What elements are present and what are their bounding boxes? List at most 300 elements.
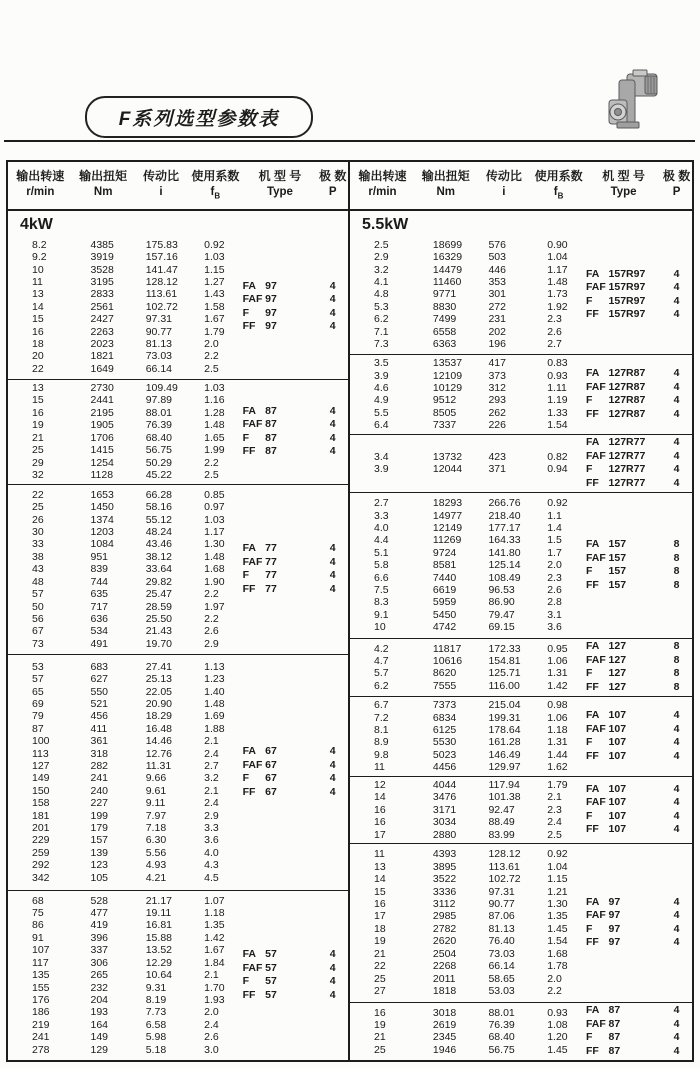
fb-cell: 1.78 — [547, 960, 568, 973]
torque-cell: 4044 — [432, 778, 457, 791]
torque-cell: 12109 — [432, 369, 463, 382]
pole-count: 8 — [673, 551, 680, 564]
type-size: 157R97 — [608, 308, 646, 321]
type-prefix: F — [585, 463, 593, 476]
speed-cell: 8.3 — [374, 596, 389, 609]
speed-cell: 4.8 — [374, 288, 389, 301]
table-row — [8, 748, 243, 760]
top-divider — [4, 140, 695, 142]
type-prefix: F — [585, 1031, 593, 1044]
fb-cell: 0.98 — [547, 699, 568, 712]
header-label-zh: 使用系数 — [191, 169, 240, 183]
header-label-en — [243, 184, 318, 200]
speed-cell: 113 — [32, 747, 49, 760]
ratio-cell: 108.49 — [488, 571, 521, 584]
torque-cell: 2345 — [432, 1031, 457, 1044]
table-row — [350, 251, 586, 263]
type-label — [586, 667, 661, 681]
type-label — [243, 989, 318, 1003]
speed-cell: 19 — [374, 1019, 386, 1032]
speed-cell: 50 — [32, 600, 44, 613]
speed-cell: 14 — [32, 300, 44, 313]
ratio-cell: 164.33 — [488, 534, 521, 547]
torque-cell: 9724 — [432, 546, 457, 559]
ratio-cell: 81.13 — [488, 922, 515, 935]
ratio-cell: 417 — [488, 357, 506, 370]
speed-cell: 3.2 — [374, 263, 389, 276]
torque-cell: 5959 — [432, 596, 457, 609]
table-row — [350, 419, 586, 431]
type-size: 77 — [265, 555, 277, 568]
fb-cell: 1.48 — [547, 275, 568, 288]
type-prefix: FA — [585, 538, 600, 551]
table-row — [8, 982, 243, 994]
fb-cell: 1.7 — [547, 546, 562, 559]
pole-count: 4 — [673, 267, 680, 280]
torque-cell: 1649 — [90, 362, 114, 375]
type-size: 97 — [608, 936, 621, 949]
fb-cell: 1.99 — [204, 444, 225, 457]
table-row — [8, 735, 243, 747]
torque-cell: 193 — [90, 1006, 109, 1019]
ratio-cell: 4.93 — [145, 859, 167, 872]
type-label — [586, 896, 661, 910]
type-size: 97 — [265, 320, 277, 333]
speed-cell: 57 — [32, 588, 44, 601]
header-label-en — [415, 184, 477, 200]
fb-cell: 1.04 — [547, 860, 568, 873]
ratio-cell: 28.59 — [145, 600, 172, 613]
speed-cell: 2.7 — [374, 497, 389, 510]
torque-cell: 2441 — [90, 394, 114, 407]
fb-cell: 1.54 — [547, 419, 568, 432]
type-column — [586, 640, 661, 694]
data-rows — [8, 661, 243, 884]
fb-cell: 2.2 — [547, 984, 562, 997]
ratio-cell: 48.24 — [145, 526, 172, 539]
type-column — [586, 538, 661, 592]
table-row — [8, 276, 243, 288]
type-prefix: FF — [585, 680, 599, 693]
type-size: 157 — [608, 538, 627, 551]
torque-cell: 396 — [90, 931, 109, 944]
fb-cell: 1.03 — [204, 382, 225, 395]
table-row — [350, 522, 586, 534]
speed-cell: 29 — [32, 456, 44, 469]
table-row — [350, 712, 586, 724]
ratio-cell: 76.39 — [488, 1019, 515, 1032]
type-prefix: FAF — [585, 1017, 606, 1030]
table-row — [8, 932, 243, 944]
torque-cell: 6619 — [432, 584, 457, 597]
torque-cell: 2782 — [432, 922, 457, 935]
pole-count: 4 — [673, 936, 680, 949]
torque-cell: 3528 — [90, 263, 114, 276]
type-prefix: FAF — [242, 418, 263, 431]
type-label — [243, 962, 318, 976]
rating-block — [350, 354, 692, 434]
type-label — [243, 745, 318, 759]
type-prefix: FAF — [242, 961, 263, 974]
pole-column — [317, 280, 348, 334]
pole-count: 4 — [329, 745, 336, 758]
pole-count: 4 — [673, 281, 680, 294]
table-row — [350, 264, 586, 276]
type-size: 97 — [608, 909, 621, 922]
table-row — [8, 710, 243, 722]
fb-cell: 2.6 — [204, 625, 219, 638]
type-size: 77 — [265, 582, 277, 595]
type-column — [243, 280, 318, 334]
fb-cell: 2.1 — [204, 784, 219, 797]
speed-cell: 25 — [32, 501, 44, 514]
torque-cell: 337 — [90, 944, 109, 957]
ratio-cell: 117.94 — [488, 778, 520, 791]
torque-cell: 7373 — [432, 699, 457, 712]
ratio-cell: 56.75 — [488, 1043, 515, 1056]
ratio-cell: 25.47 — [145, 588, 172, 601]
ratio-cell: 19.70 — [145, 637, 172, 650]
speed-cell: 48 — [32, 575, 44, 588]
pole-column — [317, 948, 348, 1002]
speed-cell: 8.1 — [374, 724, 389, 737]
pole-count: 4 — [673, 308, 680, 321]
table-row — [8, 673, 243, 685]
pole-count: 4 — [673, 1031, 680, 1044]
speed-cell: 6.4 — [374, 419, 389, 432]
ratio-cell: 5.56 — [145, 846, 167, 859]
table-row — [350, 382, 586, 394]
table-row — [8, 810, 243, 822]
fb-cell: 2.9 — [204, 809, 219, 822]
speed-cell: 53 — [32, 660, 44, 673]
speed-cell: 2.9 — [374, 251, 389, 264]
table-row — [8, 432, 243, 444]
header-P — [661, 168, 692, 204]
fb-cell: 4.0 — [204, 846, 219, 859]
table-row — [8, 760, 243, 772]
fb-cell: 1.42 — [204, 931, 225, 944]
speed-cell: 21 — [374, 1031, 386, 1044]
type-size: 107 — [608, 823, 627, 836]
speed-cell: 25 — [32, 444, 44, 457]
ratio-cell: 157.16 — [145, 251, 178, 264]
type-label — [586, 654, 661, 668]
type-size: 57 — [265, 948, 277, 961]
type-size: 87 — [265, 404, 277, 417]
table-row — [8, 625, 243, 637]
ratio-cell: 102.72 — [145, 300, 178, 313]
fb-cell: 0.94 — [547, 463, 568, 476]
torque-cell: 3336 — [432, 885, 457, 898]
speed-cell: 86 — [32, 919, 44, 932]
speed-cell: 181 — [32, 809, 50, 822]
torque-cell: 6558 — [432, 325, 457, 338]
type-size: 157 — [608, 578, 627, 591]
type-prefix: FF — [585, 1044, 599, 1057]
torque-cell: 419 — [90, 919, 109, 932]
data-rows — [350, 357, 586, 431]
fb-cell: 2.4 — [204, 747, 219, 760]
header-label-en — [8, 184, 73, 200]
header-unit: r/min — [26, 186, 55, 198]
fb-cell: 1.04 — [547, 251, 568, 264]
header-label-zh: 传动比 — [142, 169, 179, 183]
type-label — [586, 909, 661, 923]
table-row — [8, 313, 243, 325]
fb-cell: 1.18 — [204, 907, 225, 920]
type-label — [243, 772, 318, 786]
table-row — [350, 584, 586, 596]
pole-column — [661, 709, 692, 763]
torque-cell: 14977 — [432, 509, 463, 522]
type-label — [586, 723, 661, 737]
fb-cell: 2.5 — [547, 828, 562, 841]
table-row — [350, 973, 586, 985]
table-row — [8, 514, 243, 526]
torque-cell: 240 — [90, 784, 109, 797]
speed-cell: 3.9 — [374, 369, 389, 382]
ratio-cell: 272 — [488, 300, 506, 313]
speed-cell: 8.9 — [374, 736, 389, 749]
fb-cell: 4.3 — [204, 859, 219, 872]
ratio-cell: 68.40 — [488, 1031, 515, 1044]
ratio-cell: 97.89 — [145, 394, 172, 407]
pole-count: 4 — [329, 418, 336, 431]
type-prefix: FF — [585, 823, 599, 836]
speed-cell: 135 — [32, 969, 50, 982]
speed-cell: 19 — [32, 419, 44, 432]
header-unit: i — [502, 186, 506, 198]
fb-cell: 0.90 — [547, 238, 568, 251]
header-label-en — [531, 184, 586, 204]
type-label — [586, 477, 661, 491]
fb-cell: 0.82 — [547, 451, 568, 464]
pole-count: 4 — [329, 279, 336, 292]
pole-count: 4 — [329, 542, 336, 555]
ratio-cell: 53.03 — [488, 984, 515, 997]
fb-cell: 2.5 — [204, 468, 219, 481]
ratio-cell: 128.12 — [145, 275, 178, 288]
fb-cell: 3.6 — [547, 621, 562, 634]
fb-cell: 1.18 — [547, 724, 568, 737]
fb-cell: 1.20 — [547, 1031, 568, 1044]
table-row — [350, 451, 586, 463]
fb-cell: 1.88 — [204, 722, 225, 735]
torque-cell: 16329 — [432, 251, 463, 264]
table-row — [350, 370, 586, 382]
speed-cell: 30 — [32, 526, 44, 539]
torque-cell: 6363 — [432, 338, 457, 350]
table-row — [8, 501, 243, 513]
fb-cell: 2.6 — [547, 584, 562, 597]
table-row — [350, 724, 586, 736]
header-label-en — [134, 184, 188, 200]
torque-cell: 8505 — [432, 406, 457, 419]
ratio-cell: 16.48 — [145, 722, 172, 735]
ratio-cell: 21.17 — [145, 894, 172, 907]
fb-cell: 1.42 — [547, 679, 568, 692]
table-row — [350, 326, 586, 338]
table-row — [8, 363, 243, 375]
catalog-table — [6, 160, 694, 1062]
speed-cell: 6.6 — [374, 571, 389, 584]
table-row — [350, 276, 586, 288]
speed-cell: 7.5 — [374, 584, 389, 597]
ratio-cell: 172.33 — [488, 642, 521, 655]
header-label-en — [73, 184, 134, 200]
torque-cell: 456 — [90, 710, 109, 723]
header-label-zh: 输出转速 — [16, 169, 65, 183]
torque-cell: 744 — [90, 575, 109, 588]
table-row — [8, 872, 243, 884]
type-prefix: FAF — [585, 796, 606, 809]
pole-count: 8 — [673, 565, 680, 578]
fb-cell: 1.35 — [204, 919, 225, 932]
speed-cell: 4.4 — [374, 534, 389, 547]
torque-cell: 3171 — [432, 803, 457, 816]
ratio-cell: 141.47 — [145, 263, 178, 276]
fb-cell: 1.67 — [204, 313, 225, 326]
torque-cell: 1128 — [90, 468, 114, 481]
torque-cell: 3895 — [432, 860, 457, 873]
type-prefix: FA — [585, 895, 600, 908]
ratio-cell: 215.04 — [488, 699, 521, 712]
type-prefix: FA — [242, 542, 257, 555]
type-size: 107 — [608, 722, 627, 735]
rating-block — [8, 890, 348, 1060]
pole-count: 4 — [673, 782, 680, 795]
pole-column — [317, 542, 348, 596]
ratio-cell: 218.40 — [488, 509, 521, 522]
ratio-cell: 66.14 — [145, 362, 172, 375]
table-row — [8, 772, 243, 784]
pole-count: 4 — [673, 749, 680, 762]
pole-count: 4 — [329, 306, 336, 319]
type-prefix: FAF — [585, 551, 606, 564]
speed-cell: 16 — [32, 325, 44, 338]
type-size: 127R87 — [608, 394, 646, 407]
ratio-cell: 19.11 — [145, 907, 172, 920]
page-title-text: F系列选型参数表 — [118, 108, 280, 130]
ratio-cell: 68.40 — [145, 431, 172, 444]
type-label — [586, 295, 661, 309]
table-row — [8, 944, 243, 956]
table-row — [350, 960, 586, 972]
pole-count: 4 — [673, 722, 680, 735]
type-prefix: FAF — [585, 909, 606, 922]
ratio-cell: 12.76 — [145, 747, 172, 760]
pole-count: 4 — [673, 709, 680, 722]
torque-cell: 9771 — [432, 288, 457, 301]
fb-cell: 1.90 — [204, 575, 225, 588]
speed-cell: 69 — [32, 697, 44, 710]
type-size: 87 — [608, 1031, 621, 1044]
type-size: 77 — [265, 569, 277, 582]
torque-cell: 2011 — [432, 972, 456, 985]
fb-cell: 1.54 — [547, 935, 568, 948]
fb-cell: 3.2 — [204, 772, 219, 785]
type-size: 87 — [265, 445, 277, 458]
table-row — [350, 621, 586, 633]
fb-cell: 1.73 — [547, 288, 568, 301]
ratio-cell: 76.39 — [145, 419, 172, 432]
torque-cell: 2620 — [432, 935, 457, 948]
torque-cell: 361 — [90, 735, 109, 748]
torque-cell: 1374 — [90, 513, 114, 526]
torque-cell: 1905 — [90, 419, 114, 432]
torque-cell: 204 — [90, 993, 109, 1006]
ratio-cell: 175.83 — [145, 238, 178, 251]
table-row — [350, 1031, 586, 1043]
table-row — [350, 510, 586, 522]
speed-cell: 292 — [32, 859, 50, 872]
torque-cell: 1706 — [90, 431, 114, 444]
type-size: 157 — [608, 551, 627, 564]
speed-cell: 7.1 — [374, 325, 389, 338]
type-column — [243, 405, 318, 459]
ratio-cell: 146.49 — [488, 748, 521, 761]
speed-cell: 5.1 — [374, 546, 389, 559]
rating-block — [350, 235, 692, 354]
fb-cell: 2.4 — [547, 816, 562, 829]
torque-cell: 3919 — [90, 251, 114, 264]
type-label — [243, 432, 318, 446]
ratio-cell: 231 — [488, 313, 506, 326]
header-unit: P — [672, 186, 681, 198]
table-row — [350, 861, 586, 873]
torque-cell: 550 — [90, 685, 109, 698]
type-label — [243, 280, 318, 294]
header-r/min — [350, 168, 415, 204]
torque-cell: 6125 — [432, 724, 457, 737]
pole-count: 4 — [673, 407, 680, 420]
type-prefix: FA — [585, 640, 600, 653]
header-label-en — [188, 184, 242, 204]
fb-cell: 1.92 — [547, 300, 568, 313]
type-prefix: F — [242, 569, 250, 582]
speed-cell: 22 — [374, 960, 386, 973]
pole-count: 4 — [329, 975, 336, 988]
torque-cell: 491 — [90, 637, 109, 650]
speed-cell: 107 — [32, 944, 50, 957]
type-size: 157R97 — [608, 294, 646, 307]
type-size: 107 — [608, 782, 627, 795]
type-label — [243, 307, 318, 321]
speed-cell: 186 — [32, 1006, 50, 1019]
speed-cell: 16 — [374, 1006, 386, 1019]
speed-cell: 10 — [32, 263, 44, 276]
pole-count: 8 — [673, 578, 680, 591]
table-row — [350, 886, 586, 898]
fb-cell: 3.1 — [547, 608, 562, 621]
ratio-cell: 113.61 — [145, 288, 178, 301]
table-row — [350, 699, 586, 711]
type-label — [243, 418, 318, 432]
torque-cell: 5530 — [432, 736, 457, 749]
pole-count: 4 — [329, 404, 336, 417]
torque-cell: 227 — [90, 797, 109, 810]
table-row — [8, 859, 243, 871]
header-label-zh: 机 型 号 — [258, 169, 302, 183]
table-row — [8, 251, 243, 263]
header-unit: f — [553, 186, 558, 198]
torque-cell: 149 — [90, 1031, 109, 1044]
pole-count: 8 — [673, 538, 680, 551]
type-prefix: FA — [242, 745, 257, 758]
torque-cell: 8830 — [432, 300, 457, 313]
type-prefix: FAF — [242, 555, 263, 568]
